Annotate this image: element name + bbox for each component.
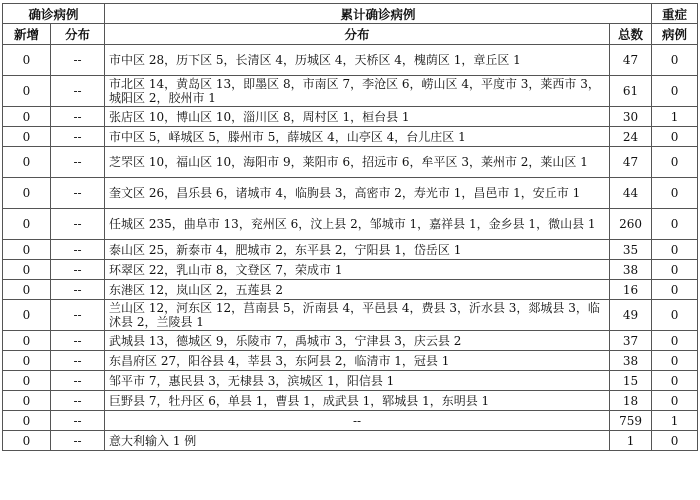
- header-row-1: [3, 4, 698, 24]
- table-row: [3, 45, 698, 76]
- new-cell: 0: [3, 76, 51, 107]
- dist-cell: --: [51, 331, 105, 351]
- table-row: [3, 76, 698, 107]
- dist-cell: --: [51, 178, 105, 209]
- total-cell: 24: [610, 127, 652, 147]
- header-severe-top: 重症: [652, 4, 698, 24]
- detail-cell: 市北区 14，黄岛区 13，即墨区 8，市南区 7，李沧区 6，崂山区 4，平度市 3，莱西市 3，城阳区 2，胶州市 1: [105, 76, 610, 107]
- total-cell: 30: [610, 107, 652, 127]
- table-row: [3, 331, 698, 351]
- detail-cell: 市中区 28，历下区 5，长清区 4，历城区 4，天桥区 4，槐荫区 1，章丘区 1: [105, 45, 610, 76]
- header-confirmed-cases: 确诊病例: [3, 4, 105, 24]
- severe-cell: 1: [652, 107, 698, 127]
- severe-cell: 0: [652, 431, 698, 451]
- total-cell: 38: [610, 260, 652, 280]
- detail-cell: 邹平市 7，惠民县 3，无棣县 3，滨城区 1，阳信县 1: [105, 371, 610, 391]
- total-cell: 44: [610, 178, 652, 209]
- severe-cell: 0: [652, 178, 698, 209]
- detail-cell: 市中区 5，峄城区 5，滕州市 5，薛城区 4，山亭区 4，台儿庄区 1: [105, 127, 610, 147]
- header-new: 新增: [3, 24, 51, 45]
- dist-cell: --: [51, 260, 105, 280]
- total-cell: 759: [610, 411, 652, 431]
- table-row: [3, 411, 698, 431]
- severe-cell: 0: [652, 391, 698, 411]
- new-cell: 0: [3, 371, 51, 391]
- table-row: [3, 209, 698, 240]
- new-cell: 0: [3, 411, 51, 431]
- table-row: [3, 371, 698, 391]
- new-cell: 0: [3, 240, 51, 260]
- header-cumulative-confirmed: 累计确诊病例: [105, 4, 652, 24]
- total-cell: 47: [610, 45, 652, 76]
- header-row-2: [3, 24, 698, 45]
- dist-cell: --: [51, 431, 105, 451]
- new-cell: 0: [3, 45, 51, 76]
- header-severe-bottom: 病例: [652, 24, 698, 45]
- detail-cell: 张店区 10，博山区 10，淄川区 8，周村区 1，桓台县 1: [105, 107, 610, 127]
- new-cell: 0: [3, 260, 51, 280]
- header-distribution: 分布: [51, 24, 105, 45]
- new-cell: 0: [3, 209, 51, 240]
- dist-cell: --: [51, 240, 105, 260]
- dist-cell: --: [51, 147, 105, 178]
- total-cell: 16: [610, 280, 652, 300]
- dist-cell: --: [51, 371, 105, 391]
- detail-cell: 东昌府区 27，阳谷县 4，莘县 3，东阿县 2，临清市 1，冠县 1: [105, 351, 610, 371]
- detail-cell: 意大利输入 1 例: [105, 431, 610, 451]
- total-cell: 49: [610, 300, 652, 331]
- detail-cell: 任城区 235，曲阜市 13，兖州区 6，汶上县 2，邹城市 1，嘉祥县 1，金乡县 1，微山县 1: [105, 209, 610, 240]
- severe-cell: 0: [652, 300, 698, 331]
- total-cell: 38: [610, 351, 652, 371]
- table-row: [3, 391, 698, 411]
- detail-cell: --: [105, 411, 610, 431]
- new-cell: 0: [3, 351, 51, 371]
- new-cell: 0: [3, 127, 51, 147]
- dist-cell: --: [51, 76, 105, 107]
- dist-cell: --: [51, 127, 105, 147]
- severe-cell: 0: [652, 147, 698, 178]
- new-cell: 0: [3, 280, 51, 300]
- severe-cell: 0: [652, 127, 698, 147]
- severe-cell: 0: [652, 331, 698, 351]
- detail-cell: 环翠区 22，乳山市 8，文登区 7，荣成市 1: [105, 260, 610, 280]
- table-row: [3, 300, 698, 331]
- dist-cell: --: [51, 209, 105, 240]
- detail-cell: 芝罘区 10，福山区 10，海阳市 9，莱阳市 6，招远市 6，牟平区 3，莱州市 2，莱山区 1: [105, 147, 610, 178]
- table-row: [3, 260, 698, 280]
- dist-cell: --: [51, 280, 105, 300]
- case-table: [2, 3, 698, 451]
- table-row: [3, 240, 698, 260]
- severe-cell: 0: [652, 45, 698, 76]
- total-cell: 47: [610, 147, 652, 178]
- table-row: [3, 107, 698, 127]
- detail-cell: 奎文区 26，昌乐县 6，诸城市 4，临朐县 3，高密市 2，寿光市 1，昌邑市 1，安丘市 1: [105, 178, 610, 209]
- dist-cell: --: [51, 45, 105, 76]
- table-row: [3, 147, 698, 178]
- total-cell: 18: [610, 391, 652, 411]
- severe-cell: 0: [652, 209, 698, 240]
- severe-cell: 0: [652, 240, 698, 260]
- detail-cell: 泰山区 25，新泰市 4，肥城市 2，东平县 2，宁阳县 1，岱岳区 1: [105, 240, 610, 260]
- new-cell: 0: [3, 107, 51, 127]
- total-cell: 61: [610, 76, 652, 107]
- new-cell: 0: [3, 391, 51, 411]
- table-row: [3, 127, 698, 147]
- severe-cell: 1: [652, 411, 698, 431]
- dist-cell: --: [51, 351, 105, 371]
- severe-cell: 0: [652, 371, 698, 391]
- severe-cell: 0: [652, 351, 698, 371]
- total-cell: 37: [610, 331, 652, 351]
- dist-cell: --: [51, 411, 105, 431]
- detail-cell: 兰山区 12，河东区 12，莒南县 5，沂南县 4，平邑县 4，费县 3，沂水县 3，郯城县 3，临沭县 2，兰陵县 1: [105, 300, 610, 331]
- total-cell: 1: [610, 431, 652, 451]
- table-row: [3, 431, 698, 451]
- total-cell: 15: [610, 371, 652, 391]
- dist-cell: --: [51, 391, 105, 411]
- total-cell: 35: [610, 240, 652, 260]
- detail-cell: 东港区 12，岚山区 2，五莲县 2: [105, 280, 610, 300]
- table-row: [3, 351, 698, 371]
- header-dist-detail: 分布: [105, 24, 610, 45]
- header-total: 总数: [610, 24, 652, 45]
- table-row: [3, 280, 698, 300]
- dist-cell: --: [51, 300, 105, 331]
- severe-cell: 0: [652, 260, 698, 280]
- new-cell: 0: [3, 147, 51, 178]
- new-cell: 0: [3, 178, 51, 209]
- severe-cell: 0: [652, 76, 698, 107]
- severe-cell: 0: [652, 280, 698, 300]
- new-cell: 0: [3, 431, 51, 451]
- new-cell: 0: [3, 331, 51, 351]
- new-cell: 0: [3, 300, 51, 331]
- detail-cell: 武城县 13，德城区 9，乐陵市 7，禹城市 3，宁津县 3，庆云县 2: [105, 331, 610, 351]
- total-cell: 260: [610, 209, 652, 240]
- table-row: [3, 178, 698, 209]
- dist-cell: --: [51, 107, 105, 127]
- detail-cell: 巨野县 7，牡丹区 6，单县 1，曹县 1，成武县 1，郓城县 1，东明县 1: [105, 391, 610, 411]
